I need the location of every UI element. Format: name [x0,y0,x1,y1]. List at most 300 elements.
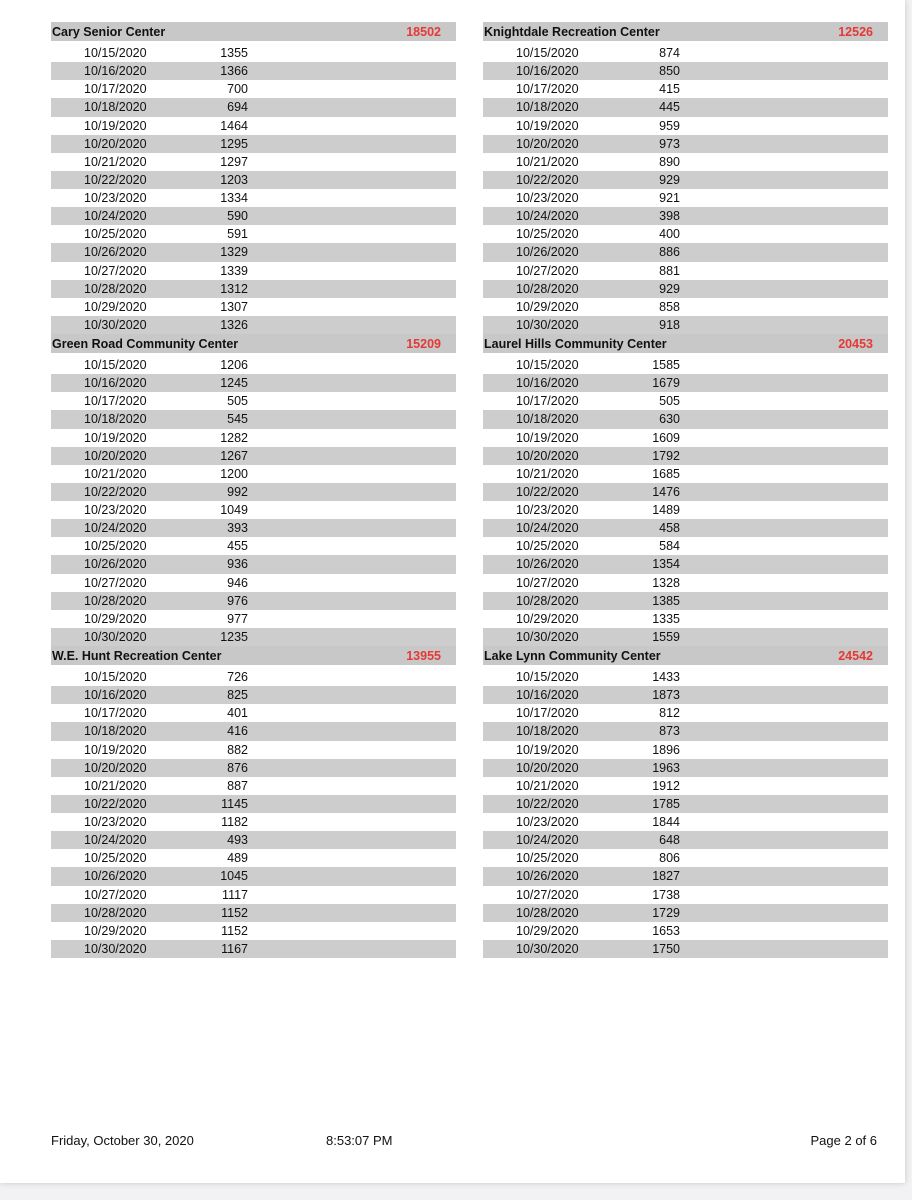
table-row [483,686,888,704]
row-count: 946 [227,575,248,590]
table-row [483,519,888,537]
center-name: Laurel Hills Community Center [484,337,667,351]
table-row [51,243,456,261]
row-count: 921 [659,191,680,205]
row-date: 10/17/2020 [516,394,579,409]
row-count: 545 [227,412,248,427]
table-row [51,831,456,849]
row-date: 10/27/2020 [84,263,147,278]
center-section [51,334,456,646]
row-date: 10/18/2020 [84,100,147,115]
section-header [483,334,888,353]
table-row [483,574,888,592]
row-date: 10/29/2020 [84,611,147,626]
row-count: 1729 [652,905,680,920]
row-date: 10/24/2020 [516,209,579,224]
report-column-left [51,22,456,958]
row-count: 445 [659,100,680,115]
row-date: 10/22/2020 [84,484,147,499]
row-count: 1792 [652,448,680,463]
row-count: 1334 [220,191,248,205]
row-date: 10/20/2020 [84,760,147,775]
row-count: 1335 [652,611,680,626]
table-row [51,374,456,392]
row-count: 1282 [220,430,248,445]
row-date: 10/22/2020 [516,172,579,187]
row-count: 401 [227,706,248,721]
table-row [483,465,888,483]
row-count: 873 [659,724,680,739]
report-column-right [483,22,888,958]
row-date: 10/25/2020 [84,539,147,554]
row-date: 10/18/2020 [84,412,147,427]
row-count: 648 [659,833,680,848]
table-row [51,777,456,795]
table-row [51,80,456,98]
row-date: 10/29/2020 [84,923,147,938]
row-count: 493 [227,833,248,848]
center-total: 20453 [838,337,873,351]
center-name: Green Road Community Center [52,337,239,351]
table-row [483,722,888,740]
row-date: 10/18/2020 [516,724,579,739]
row-date: 10/21/2020 [84,778,147,793]
row-date: 10/19/2020 [516,118,579,133]
row-count: 806 [659,851,680,866]
table-row [483,501,888,519]
table-row [51,886,456,904]
row-count: 1355 [220,46,248,60]
row-date: 10/17/2020 [84,82,147,97]
center-section [483,22,888,334]
row-count: 700 [227,82,248,97]
row-date: 10/19/2020 [84,118,147,133]
row-date: 10/28/2020 [84,905,147,920]
table-row [483,98,888,116]
table-row [51,922,456,940]
table-row [51,592,456,610]
row-count: 1679 [652,376,680,391]
row-date: 10/27/2020 [84,575,147,590]
row-date: 10/21/2020 [84,154,147,169]
table-row [51,280,456,298]
table-row [483,886,888,904]
row-count: 1295 [220,136,248,151]
table-row [51,62,456,80]
row-count: 1235 [220,629,248,644]
section-header [51,22,456,41]
row-date: 10/16/2020 [516,64,579,79]
row-count: 1206 [220,358,248,372]
table-row [483,207,888,225]
row-date: 10/15/2020 [84,46,147,60]
center-total: 12526 [838,25,873,39]
table-row [483,62,888,80]
row-count: 973 [659,136,680,151]
table-row [51,207,456,225]
table-row [51,465,456,483]
row-count: 1167 [221,941,248,956]
row-count: 505 [659,394,680,409]
row-date: 10/20/2020 [84,136,147,151]
row-count: 1366 [220,64,248,79]
row-count: 694 [227,100,248,115]
table-row [51,759,456,777]
row-count: 959 [659,118,680,133]
row-count: 400 [659,227,680,242]
center-name: Knightdale Recreation Center [484,25,660,39]
table-row [51,356,456,374]
row-date: 10/29/2020 [516,923,579,938]
row-date: 10/27/2020 [516,263,579,278]
row-date: 10/18/2020 [516,100,579,115]
row-count: 1326 [220,317,248,332]
row-date: 10/19/2020 [84,430,147,445]
center-section [51,22,456,334]
row-count: 1152 [221,923,248,938]
table-row [483,741,888,759]
row-count: 1476 [652,484,680,499]
row-date: 10/23/2020 [84,815,147,829]
table-row [51,447,456,465]
row-date: 10/22/2020 [84,172,147,187]
row-count: 1873 [652,688,680,703]
row-date: 10/27/2020 [84,887,147,902]
table-row [51,795,456,813]
row-date: 10/26/2020 [516,557,579,572]
row-date: 10/23/2020 [516,191,579,205]
center-name: Lake Lynn Community Center [484,649,661,663]
row-count: 812 [659,706,680,721]
row-count: 929 [659,281,680,296]
table-row [483,483,888,501]
table-row [51,44,456,62]
table-row [483,904,888,922]
center-name: Cary Senior Center [52,25,166,39]
center-total: 13955 [406,649,441,663]
row-date: 10/26/2020 [516,245,579,260]
table-row [483,262,888,280]
footer-page-number: Page 2 of 6 [810,1133,877,1148]
row-date: 10/28/2020 [516,905,579,920]
table-row [51,849,456,867]
row-date: 10/28/2020 [84,593,147,608]
table-row [483,555,888,573]
row-date: 10/30/2020 [516,317,579,332]
table-row [51,741,456,759]
center-total: 24542 [838,649,873,663]
row-date: 10/16/2020 [516,376,579,391]
row-count: 858 [659,299,680,314]
row-date: 10/24/2020 [84,209,147,224]
table-row [483,153,888,171]
row-count: 887 [227,778,248,793]
row-count: 1609 [652,430,680,445]
table-row [51,117,456,135]
row-count: 850 [659,64,680,79]
table-row [483,410,888,428]
table-row [483,759,888,777]
row-count: 505 [227,394,248,409]
table-row [51,135,456,153]
row-date: 10/29/2020 [84,299,147,314]
row-count: 1200 [220,466,248,481]
row-date: 10/19/2020 [516,742,579,757]
row-date: 10/22/2020 [516,484,579,499]
row-count: 1963 [652,760,680,775]
row-date: 10/23/2020 [84,503,147,517]
table-row [51,574,456,592]
row-count: 590 [227,209,248,224]
center-section [483,646,888,958]
row-count: 630 [659,412,680,427]
row-count: 977 [227,611,248,626]
row-count: 876 [227,760,248,775]
row-date: 10/17/2020 [84,394,147,409]
row-count: 1329 [220,245,248,260]
row-date: 10/20/2020 [84,448,147,463]
table-row [51,904,456,922]
row-count: 1267 [220,448,248,463]
table-row [483,777,888,795]
row-date: 10/25/2020 [516,227,579,242]
table-row [483,940,888,958]
row-count: 1312 [220,281,248,296]
center-name: W.E. Hunt Recreation Center [52,649,222,663]
table-row [483,592,888,610]
row-count: 1203 [220,172,248,187]
row-count: 1045 [220,869,248,884]
table-row [51,392,456,410]
table-row [483,225,888,243]
table-row [483,610,888,628]
table-row [483,44,888,62]
table-row [483,831,888,849]
section-header [51,334,456,353]
row-date: 10/25/2020 [84,227,147,242]
row-count: 1307 [220,299,248,314]
table-row [51,940,456,958]
section-header [51,646,456,665]
row-count: 1354 [652,557,680,572]
row-count: 890 [659,154,680,169]
row-date: 10/30/2020 [84,629,147,644]
row-count: 415 [659,82,680,97]
table-row [483,668,888,686]
row-date: 10/24/2020 [84,833,147,848]
row-count: 1328 [652,575,680,590]
footer-date: Friday, October 30, 2020 [51,1133,194,1148]
table-row [483,429,888,447]
row-count: 1464 [220,118,248,133]
table-row [483,447,888,465]
table-row [51,98,456,116]
table-row [51,628,456,646]
center-total: 15209 [406,337,441,351]
table-row [51,483,456,501]
table-row [483,922,888,940]
table-row [51,610,456,628]
row-date: 10/20/2020 [516,136,579,151]
table-row [51,298,456,316]
table-row [483,867,888,885]
row-count: 1182 [221,815,248,829]
table-row [483,849,888,867]
row-count: 1685 [652,466,680,481]
table-row [483,392,888,410]
row-date: 10/30/2020 [516,941,579,956]
table-row [483,537,888,555]
table-row [51,316,456,334]
table-row [483,117,888,135]
row-count: 1049 [220,503,248,517]
table-row [51,686,456,704]
row-date: 10/16/2020 [516,688,579,703]
center-section [483,334,888,646]
row-count: 1912 [652,778,680,793]
row-count: 584 [659,539,680,554]
row-count: 393 [227,521,248,536]
row-count: 1245 [220,376,248,391]
row-count: 992 [227,484,248,499]
row-count: 918 [659,317,680,332]
row-date: 10/20/2020 [516,448,579,463]
table-row [51,668,456,686]
row-date: 10/21/2020 [516,466,579,481]
row-date: 10/21/2020 [516,778,579,793]
row-date: 10/15/2020 [516,358,579,372]
row-date: 10/17/2020 [516,706,579,721]
table-row [483,80,888,98]
table-row [483,189,888,207]
row-date: 10/18/2020 [516,412,579,427]
row-date: 10/23/2020 [516,503,579,517]
row-date: 10/24/2020 [516,521,579,536]
row-count: 929 [659,172,680,187]
table-row [51,410,456,428]
row-date: 10/21/2020 [84,466,147,481]
row-date: 10/24/2020 [84,521,147,536]
row-date: 10/30/2020 [84,317,147,332]
row-count: 886 [659,245,680,260]
row-count: 1385 [652,593,680,608]
row-count: 1297 [220,154,248,169]
table-row [483,813,888,831]
row-count: 1559 [652,629,680,644]
row-date: 10/21/2020 [516,154,579,169]
row-count: 874 [659,46,680,60]
row-count: 976 [227,593,248,608]
row-count: 1339 [220,263,248,278]
row-date: 10/27/2020 [516,887,579,902]
table-row [483,356,888,374]
row-date: 10/26/2020 [84,245,147,260]
row-date: 10/30/2020 [516,629,579,644]
row-date: 10/16/2020 [84,376,147,391]
row-date: 10/17/2020 [84,706,147,721]
row-date: 10/28/2020 [516,593,579,608]
table-row [51,555,456,573]
section-header [483,646,888,665]
row-count: 416 [227,724,248,739]
table-row [483,243,888,261]
row-count: 1738 [652,887,680,902]
row-date: 10/29/2020 [516,611,579,626]
row-date: 10/26/2020 [84,557,147,572]
row-date: 10/26/2020 [84,869,147,884]
table-row [51,262,456,280]
row-date: 10/29/2020 [516,299,579,314]
table-row [483,316,888,334]
row-date: 10/17/2020 [516,82,579,97]
row-date: 10/23/2020 [84,191,147,205]
row-count: 458 [659,521,680,536]
row-date: 10/15/2020 [84,358,147,372]
row-date: 10/24/2020 [516,833,579,848]
row-date: 10/30/2020 [84,941,147,956]
center-section [51,646,456,958]
row-count: 882 [227,742,248,757]
row-date: 10/15/2020 [516,670,579,684]
table-row [51,704,456,722]
table-row [51,189,456,207]
table-row [483,298,888,316]
row-count: 455 [227,539,248,554]
table-row [51,537,456,555]
table-row [483,374,888,392]
row-count: 825 [227,688,248,703]
row-date: 10/19/2020 [84,742,147,757]
row-date: 10/28/2020 [84,281,147,296]
row-date: 10/15/2020 [84,670,147,684]
row-count: 398 [659,209,680,224]
row-date: 10/27/2020 [516,575,579,590]
row-count: 1827 [652,869,680,884]
table-row [483,280,888,298]
footer-time: 8:53:07 PM [326,1133,393,1148]
row-date: 10/15/2020 [516,46,579,60]
row-count: 1585 [652,358,680,372]
row-count: 591 [227,227,248,242]
row-date: 10/25/2020 [84,851,147,866]
table-row [51,813,456,831]
table-row [483,171,888,189]
row-count: 1785 [652,796,680,811]
row-date: 10/25/2020 [516,539,579,554]
row-date: 10/25/2020 [516,851,579,866]
row-count: 726 [227,670,248,684]
row-date: 10/22/2020 [84,796,147,811]
section-header [483,22,888,41]
row-count: 1489 [652,503,680,517]
row-date: 10/16/2020 [84,64,147,79]
table-row [483,628,888,646]
table-row [51,171,456,189]
table-row [51,501,456,519]
table-row [51,722,456,740]
table-row [483,135,888,153]
row-count: 1844 [652,815,680,829]
row-count: 881 [659,263,680,278]
row-date: 10/16/2020 [84,688,147,703]
row-count: 1433 [652,670,680,684]
table-row [483,704,888,722]
row-count: 1896 [652,742,680,757]
table-row [51,429,456,447]
row-count: 1117 [222,887,248,902]
row-date: 10/23/2020 [516,815,579,829]
row-count: 1145 [221,796,248,811]
